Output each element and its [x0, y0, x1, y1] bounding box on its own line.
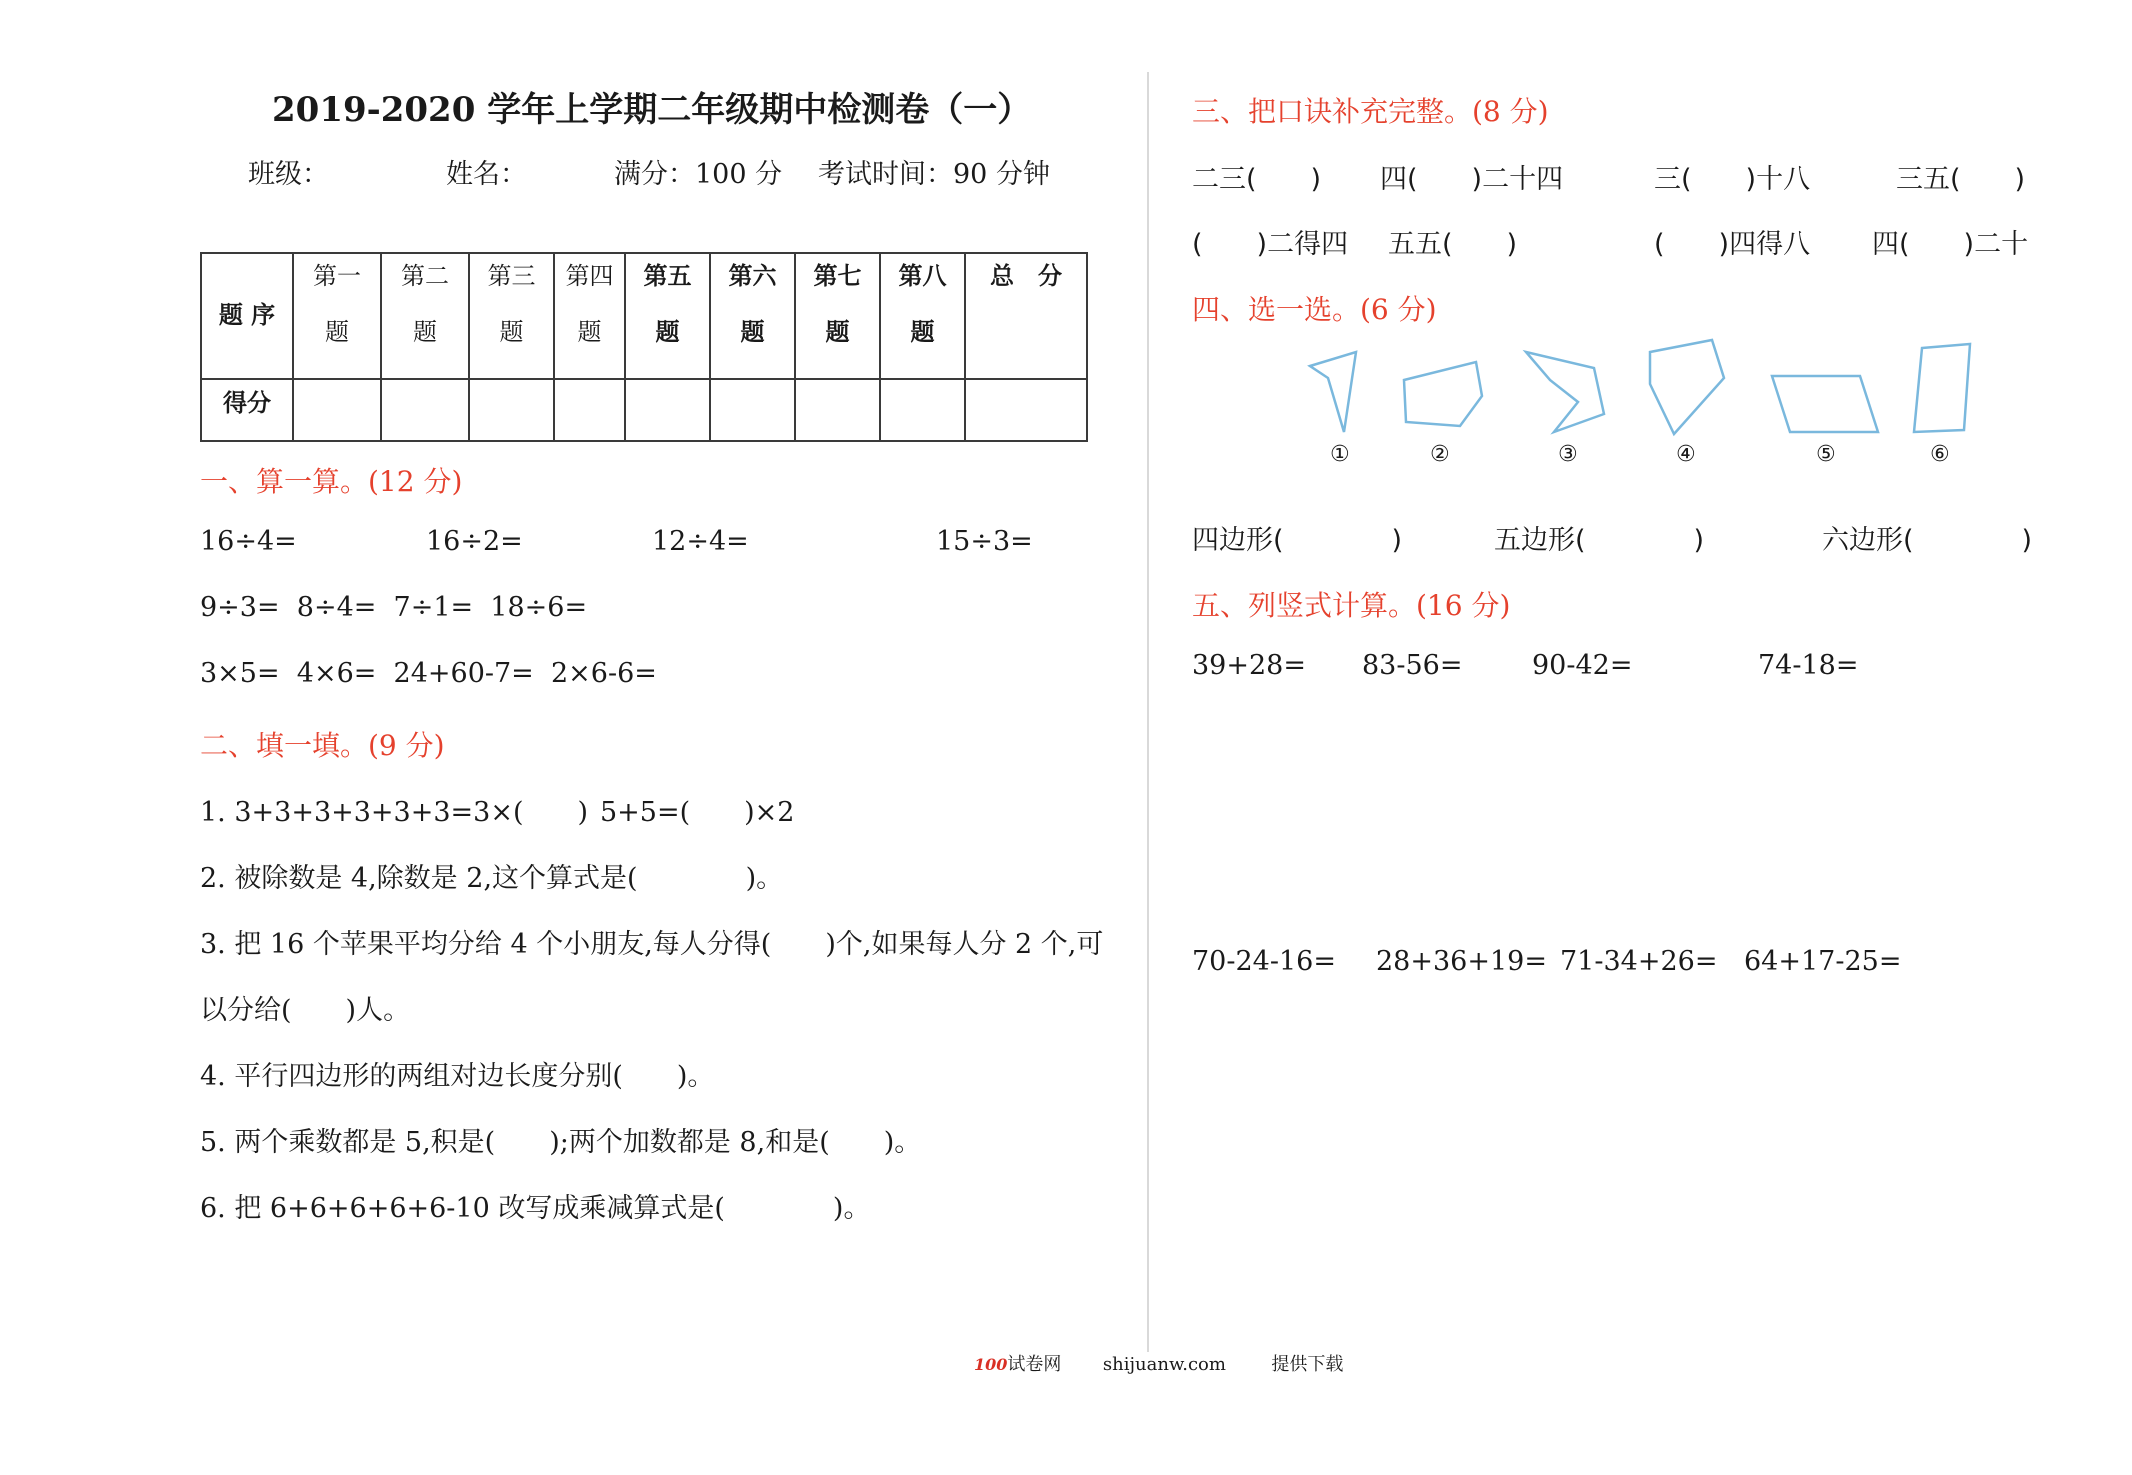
- polygon-figures: [1300, 330, 2000, 480]
- fill-q3-line2: 以分给( )人。: [200, 995, 411, 1026]
- score-cell[interactable]: [469, 379, 554, 441]
- vertical-calc-6: 28+36+19=: [1376, 946, 1547, 977]
- vertical-calc-2: 83-56=: [1362, 650, 1463, 681]
- rhyme-3: 三( )十八: [1654, 164, 1811, 195]
- shape-2-pentagon: [1404, 362, 1482, 426]
- fill-q1-b: 5+5=( )×2: [600, 797, 795, 828]
- shape-label-4: ④: [1676, 442, 1696, 467]
- answer-hexagon: 六边形( ): [1822, 525, 2033, 556]
- footer-note: 提供下载: [1271, 1354, 1344, 1375]
- exam-title: 2019-2020 学年上学期二年级期中检测卷（一）: [272, 90, 1032, 130]
- calc-1-4: 15÷3=: [936, 526, 1033, 557]
- score-cell[interactable]: [381, 379, 469, 441]
- rhyme-6: 五五( ): [1388, 229, 1518, 260]
- answer-pentagon: 五边形( ): [1494, 525, 1705, 556]
- shape-4-pentagon: [1650, 340, 1724, 434]
- column-divider: [1147, 72, 1149, 1352]
- score-cell[interactable]: [293, 379, 381, 441]
- score-col-6: 第六 题: [710, 253, 795, 379]
- shape-label-6: ⑥: [1930, 442, 1950, 467]
- shape-label-3: ③: [1558, 442, 1578, 467]
- answer-quadrilateral: 四边形( ): [1192, 525, 1403, 556]
- fill-q1-a: 1. 3+3+3+3+3+3=3×( ): [200, 797, 589, 828]
- section-3-heading: 三、把口诀补充完整。(8 分): [1192, 95, 1549, 128]
- section-2-heading: 二、填一填。(9 分): [200, 729, 445, 762]
- fill-q6: 6. 把 6+6+6+6+6-10 改写成乘减算式是( )。: [200, 1193, 871, 1224]
- rhyme-1: 二三( ): [1192, 164, 1322, 195]
- score-col-7: 第七 题: [795, 253, 880, 379]
- score-col-8: 第八 题: [880, 253, 965, 379]
- score-col-total: 总 分: [965, 253, 1087, 379]
- section-1-heading: 一、算一算。(12 分): [200, 465, 463, 498]
- score-cell[interactable]: [625, 379, 710, 441]
- fill-q3-line1: 3. 把 16 个苹果平均分给 4 个小朋友,每人分得( )个,如果每人分 2 个,可: [200, 929, 1104, 960]
- footer-site[interactable]: shijuanw.com: [1102, 1354, 1226, 1375]
- rhyme-8: 四( )二十: [1872, 229, 2029, 260]
- calc-row-2: 9÷3= 8÷4= 7÷1= 18÷6=: [200, 592, 588, 623]
- calc-1-2: 16÷2=: [426, 526, 523, 557]
- calc-1-1: 16÷4=: [200, 526, 297, 557]
- score-col-5: 第五 题: [625, 253, 710, 379]
- footer: [974, 1350, 1343, 1376]
- vertical-calc-3: 90-42=: [1532, 650, 1633, 681]
- section-4-heading: 四、选一选。(6 分): [1192, 293, 1437, 326]
- score-col-1: 第一 题: [293, 253, 381, 379]
- rhyme-5: ( )二得四: [1192, 229, 1349, 260]
- vertical-calc-8: 64+17-25=: [1744, 946, 1902, 977]
- rhyme-4: 三五( ): [1896, 164, 2026, 195]
- calc-row-3: 3×5= 4×6= 24+60-7= 2×6-6=: [200, 658, 657, 689]
- question-order-label: 题 序: [201, 253, 293, 379]
- shape-6-quadrilateral: [1914, 344, 1970, 432]
- vertical-calc-1: 39+28=: [1192, 650, 1306, 681]
- exam-time-label: 考试时间：90 分钟: [818, 159, 1050, 190]
- class-label: 班级：: [248, 159, 329, 190]
- score-col-4: 第四 题: [554, 253, 625, 379]
- full-score-label: 满分：100 分: [614, 159, 783, 190]
- shape-5-quadrilateral: [1772, 376, 1878, 432]
- vertical-calc-5: 70-24-16=: [1192, 946, 1336, 977]
- score-cell[interactable]: [965, 379, 1087, 441]
- fill-q2: 2. 被除数是 4,除数是 2,这个算式是( )。: [200, 863, 784, 894]
- fill-q4: 4. 平行四边形的两组对边长度分别( )。: [200, 1061, 715, 1092]
- score-col-2: 第二 题: [381, 253, 469, 379]
- footer-brand: 试卷网: [1007, 1354, 1062, 1375]
- section-5-heading: 五、列竖式计算。(16 分): [1192, 589, 1511, 622]
- fill-q5: 5. 两个乘数都是 5,积是( );两个加数都是 8,和是( )。: [200, 1127, 922, 1158]
- shape-1-quadrilateral: [1310, 352, 1356, 432]
- footer-logo: 100: [974, 1355, 1008, 1374]
- score-cell[interactable]: [710, 379, 795, 441]
- shape-3-hexagon: [1526, 352, 1604, 432]
- score-cell[interactable]: [554, 379, 625, 441]
- shape-label-2: ②: [1430, 442, 1450, 467]
- shape-label-5: ⑤: [1816, 442, 1836, 467]
- calc-1-3: 12÷4=: [652, 526, 749, 557]
- score-table: [200, 252, 1088, 442]
- rhyme-7: ( )四得八: [1654, 229, 1811, 260]
- score-col-3: 第三 题: [469, 253, 554, 379]
- vertical-calc-7: 71-34+26=: [1560, 946, 1718, 977]
- shape-label-1: ①: [1330, 442, 1350, 467]
- name-label: 姓名：: [446, 159, 527, 190]
- score-cell[interactable]: [795, 379, 880, 441]
- vertical-calc-4: 74-18=: [1758, 650, 1859, 681]
- score-cell[interactable]: [880, 379, 965, 441]
- rhyme-2: 四( )二十四: [1380, 164, 1564, 195]
- score-row-label: 得分: [201, 379, 293, 441]
